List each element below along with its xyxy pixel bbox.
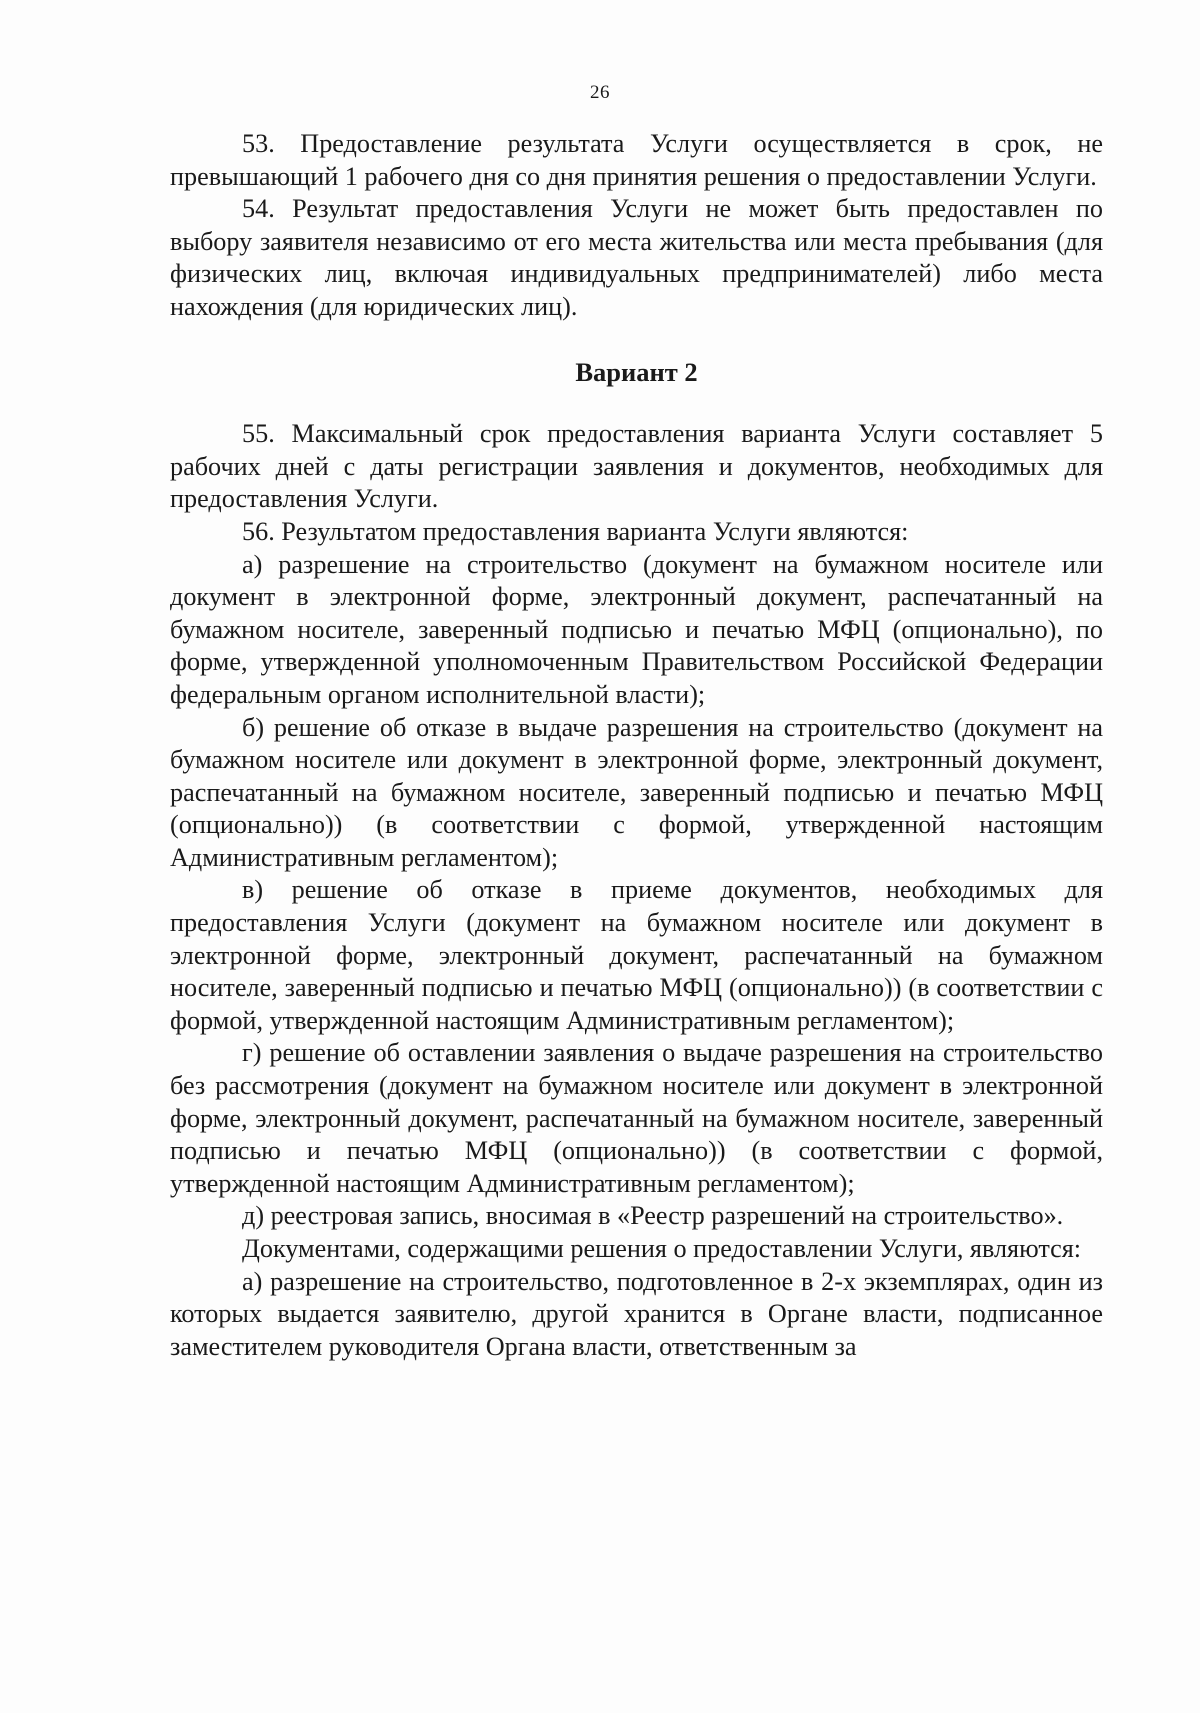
- list-item-b: б) решение об отказе в выдаче разрешения на строительство (документ на бумажном носителе или документ в электронной форме, электронный документ, распечатанный на бумажном носителе, заверенный подписью и печатью МФЦ (опционально)) (в соответствии с формой, утвержденной настоящим Административным регламентом);: [170, 712, 1103, 872]
- paragraph-56: 56. Результатом предоставления варианта Услуги являются:: [242, 516, 909, 546]
- list-item-g: г) решение об оставлении заявления о выдаче разрешения на строительство без рассмотрения (документ на бумажном носителе или документ в электронной форме, электронный документ, распечатанный на бумажном носителе, заверенный подписью и печатью МФЦ (опционально)) (в соответствии с формой, утвержденной настоящим Административным регламентом);: [170, 1038, 1103, 1198]
- paragraph-54: 54. Результат предоставления Услуги не может быть предоставлен по выбору заявителя независимо от его места жительства или места пребывания (для физических лиц, включая индивидуальных предпринимателей) либо места нахождения (для юридических лиц).: [170, 194, 1103, 321]
- section-heading: Вариант 2: [575, 356, 698, 387]
- decision-list-item-a: а) разрешение на строительство, подготовленное в 2-х экземплярах, один из которых выдается заявителю, другой хранится в Органе власти, подписанное заместителем руководителя Органа власти, ответственным за: [170, 1266, 1103, 1361]
- list-item-v: в) решение об отказе в приеме документов, необходимых для предоставления Услуги (документ на бумажном носителе или документ в электронной форме, электронный документ, распечатанный на бумажном носителе, заверенный подписью и печатью МФЦ (опционально)) (в соответствии с формой, утвержденной настоящим Административным регламентом);: [170, 875, 1103, 1035]
- paragraph-55: 55. Максимальный срок предоставления варианта Услуги составляет 5 рабочих дней с даты регистрации заявления и документов, необходимых для предоставления Услуги.: [170, 419, 1103, 514]
- decision-documents-intro: Документами, содержащими решения о предоставлении Услуги, являются:: [242, 1234, 1082, 1263]
- paragraph-53: 53. Предоставление результата Услуги осуществляется в срок, не превышающий 1 рабочего дня со дня принятия решения о предоставлении Услуги.: [170, 129, 1103, 191]
- list-item-a: а) разрешение на строительство (документ на бумажном носителе или документ в электронной форме, электронный документ, распечатанный на бумажном носителе, заверенный подписью и печатью МФЦ (опционально), по форме, утвержденной уполномоченным Правительством Российской Федерации федеральным органом исполнительной власти);: [170, 549, 1103, 709]
- page-number: 26: [590, 82, 610, 103]
- document-body: [170, 128, 1103, 1363]
- list-item-d: д) реестровая запись, вносимая в «Реестр разрешений на строительство».: [242, 1201, 1064, 1231]
